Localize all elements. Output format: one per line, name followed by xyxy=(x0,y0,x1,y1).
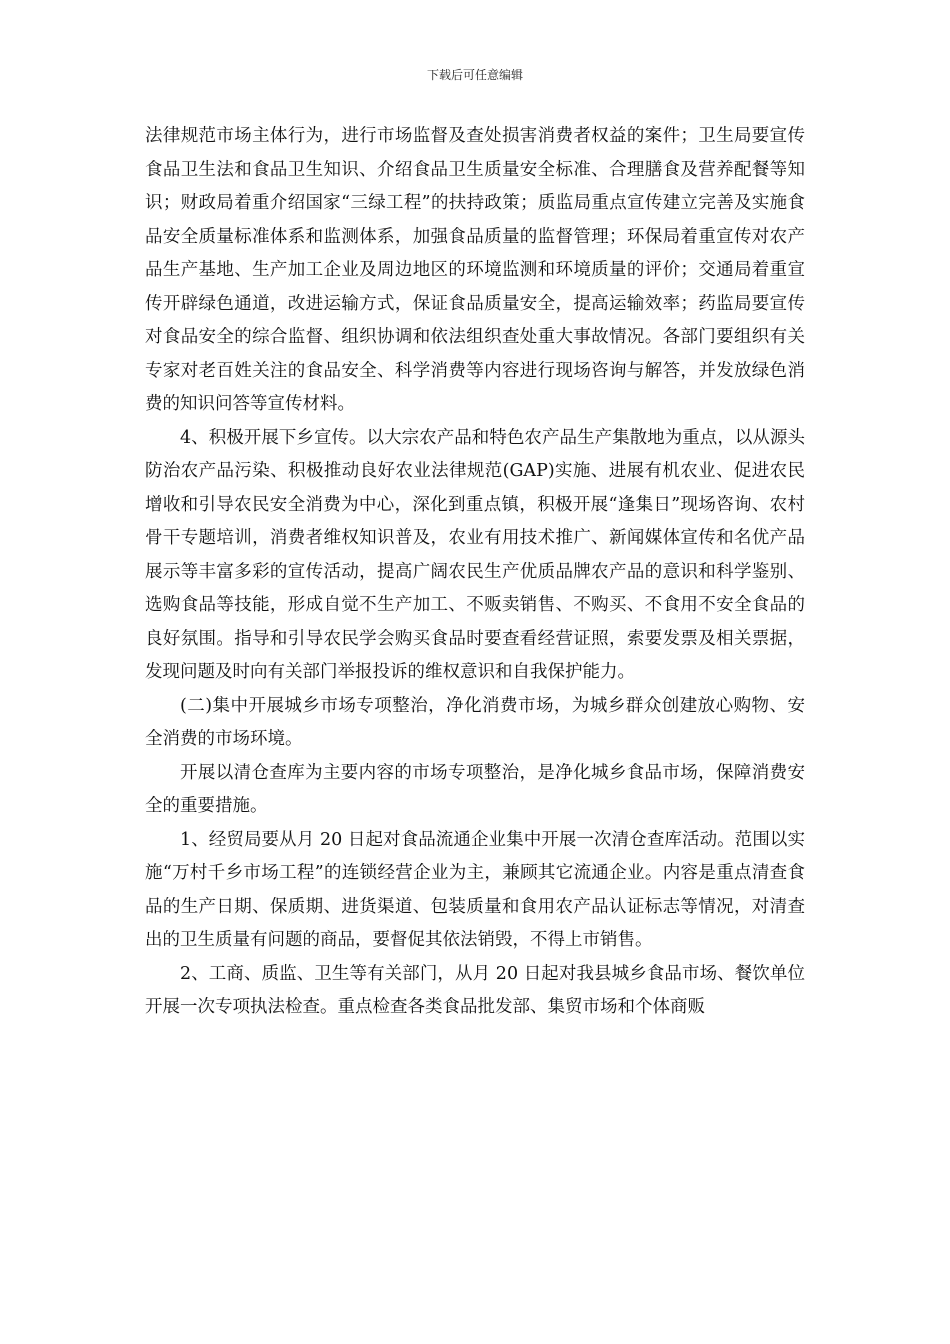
paragraph: 1、经贸局要从月 20 日起对食品流通企业集中开展一次清仓查库活动。范围以实施“万村千乡市场工程”的连锁经营企业为主，兼顾其它流通企业。内容是重点清查食品的生产日期、保质期、进货渠道、包装质量和食用农产品认证标志等情况，对清查出的卫生质量有问题的商品，要督促其依法销毁，不得上市销售。 xyxy=(145,829,805,950)
paragraph: 法律规范市场主体行为，进行市场监督及查处损害消费者权益的案件；卫生局要宣传食品卫生法和食品卫生知识、介绍食品卫生质量安全标准、合理膳食及营养配餐等知识；财政局着重介绍国家“三绿工程”的扶持政策；质监局重点宣传建立完善及实施食品安全质量标准体系和监测体系，加强食品质量的监督管理；环保局着重宣传对农产品生产基地、生产加工企业及周边地区的环境监测和环境质量的评价；交通局着重宣传开辟绿色通道，改进运输方式，保证食品质量安全，提高运输效率；药监局要宣传对食品安全的综合监督、组织协调和依法组织查处重大事故情况。各部门要组织有关专家对老百姓关注的食品安全、科学消费等内容进行现场咨询与解答，并发放绿色消费的知识问答等宣传材料。 xyxy=(145,126,805,414)
paragraph: 开展以清仓查库为主要内容的市场专项整治，是净化城乡食品市场，保障消费安全的重要措施。 xyxy=(145,762,805,816)
page-header: 下载后可任意编辑 xyxy=(426,68,523,82)
paragraph: 2、工商、质监、卫生等有关部门，从月 20 日起对我县城乡食品市场、餐饮单位开展一次专项执法检查。重点检查各类食品批发部、集贸市场和个体商贩 xyxy=(145,963,805,1017)
paragraph: 4、积极开展下乡宣传。以大宗农产品和特色农产品生产集散地为重点，以从源头防治农产品污染、积极推动良好农业法律规范(GAP)实施、进展有机农业、促进农民增收和引导农民安全消费为中心，深化到重点镇，积极开展“逢集日”现场咨询、农村骨干专题培训，消费者维权知识普及，农业有用技术推广、新闻媒体宣传和名优产品展示等丰富多彩的宣传活动，提高广阔农民生产优质品牌农产品的意识和科学鉴别、选购食品等技能，形成自觉不生产加工、不贩卖销售、不购买、不食用不安全食品的良好氛围。指导和引导农民学会购买食品时要查看经营证照，索要发票及相关票据，发现问题及时向有关部门举报投诉的维权意识和自我保护能力。 xyxy=(145,427,805,682)
document-body xyxy=(145,120,805,1025)
paragraph: (二)集中开展城乡市场专项整治，净化消费市场，为城乡群众创建放心购物、安全消费的市场环境。 xyxy=(145,695,805,749)
